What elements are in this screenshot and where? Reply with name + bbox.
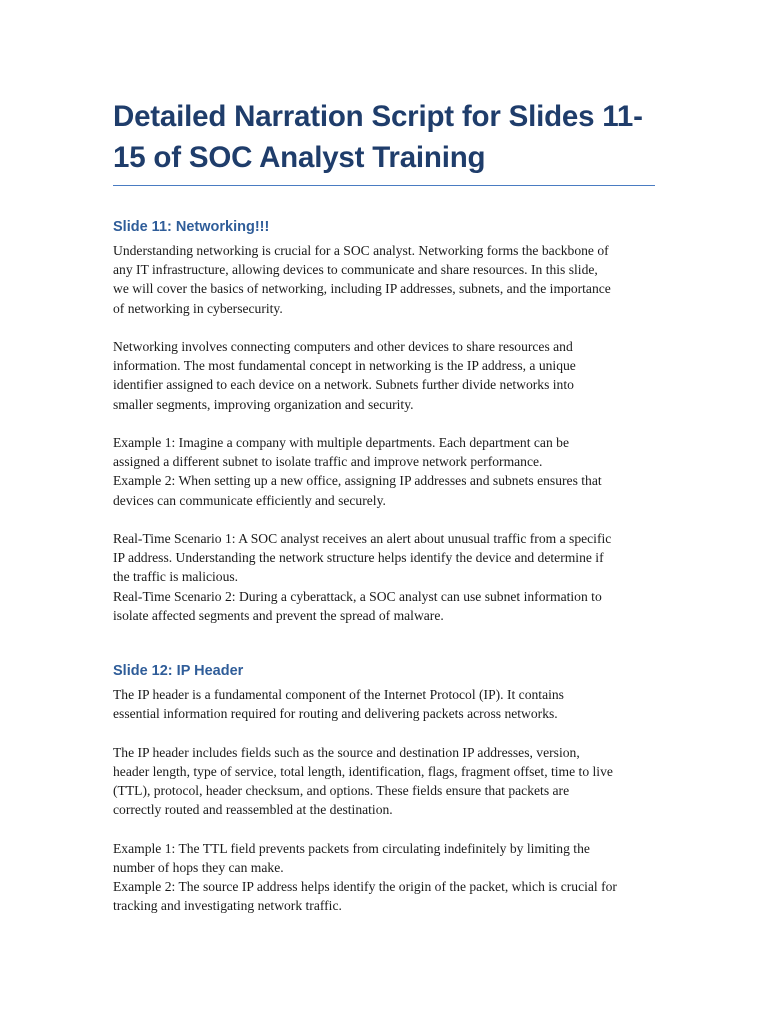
text-line: Real-Time Scenario 2: During a cyberattack, a SOC analyst can use subnet information to: [113, 588, 602, 604]
text-line: Real-Time Scenario 1: A SOC analyst receives an alert about unusual traffic from a specific: [113, 531, 612, 546]
text-line: assigned a different subnet to isolate traffic and improve network performance.: [113, 454, 543, 470]
text-line: Example 2: The source IP address helps identify the origin of the packet, which is crucial for: [113, 879, 617, 895]
paragraph: [113, 433, 658, 510]
title-line: Detailed Narration Script for Slides 11-: [113, 100, 643, 133]
text-line: any IT infrastructure, allowing devices to communicate and share resources. In this slide,: [113, 262, 598, 278]
text-line: The IP header includes fields such as the source and destination IP addresses, version,: [113, 744, 580, 760]
text-line: The IP header is a fundamental component of the Internet Protocol (IP). It contains: [113, 687, 564, 703]
text-line: identifier assigned to each device on a network. Subnets further divide networks into: [113, 377, 574, 393]
text-line: IP address. Understanding the network structure helps identify the device and determine if: [113, 550, 604, 566]
slide-11-section: [113, 217, 658, 625]
text-line: Networking involves connecting computers and other devices to share resources and: [113, 339, 573, 354]
paragraph: [113, 241, 658, 318]
paragraph: [113, 839, 658, 916]
text-line: Example 1: The TTL field prevents packets from circulating indefinitely by limiting the: [113, 840, 590, 856]
slide-heading: Slide 11: Networking!!!: [113, 219, 270, 235]
paragraph: [113, 529, 658, 625]
paragraph: [113, 685, 658, 723]
text-line: Understanding networking is crucial for a SOC analyst. Networking forms the backbone of: [113, 243, 609, 258]
text-line: number of hops they can make.: [113, 859, 284, 875]
document-page: [113, 96, 658, 951]
title-line: 15 of SOC Analyst Training: [113, 141, 486, 174]
text-line: of networking in cybersecurity.: [113, 300, 283, 316]
text-line: header length, type of service, total length, identification, flags, fragment offset, time to live: [113, 763, 613, 779]
text-line: isolate affected segments and prevent the spread of malware.: [113, 607, 444, 623]
text-line: Example 2: When setting up a new office, assigning IP addresses and subnets ensures that: [113, 473, 602, 489]
text-line: Example 1: Imagine a company with multiple departments. Each department can be: [113, 435, 569, 450]
text-line: information. The most fundamental concept in networking is the IP address, a unique: [113, 358, 576, 374]
paragraph: [113, 337, 658, 414]
text-line: essential information required for routing and delivering packets across networks.: [113, 706, 558, 722]
paragraph: [113, 743, 658, 820]
slide-heading: Slide 12: IP Header: [113, 663, 244, 680]
text-line: devices can communicate efficiently and securely.: [113, 492, 386, 508]
document-title: [113, 96, 658, 185]
text-line: correctly routed and reassembled at the destination.: [113, 802, 393, 818]
slide-12-section: [113, 661, 658, 915]
text-line: the traffic is malicious.: [113, 569, 239, 585]
title-underline: [113, 185, 655, 186]
text-line: smaller segments, improving organization and security.: [113, 396, 414, 412]
text-line: tracking and investigating network traffic.: [113, 898, 342, 914]
text-line: we will cover the basics of networking, including IP addresses, subnets, and the importance: [113, 281, 611, 297]
text-line: (TTL), protocol, header checksum, and options. These fields ensure that packets are: [113, 783, 570, 799]
